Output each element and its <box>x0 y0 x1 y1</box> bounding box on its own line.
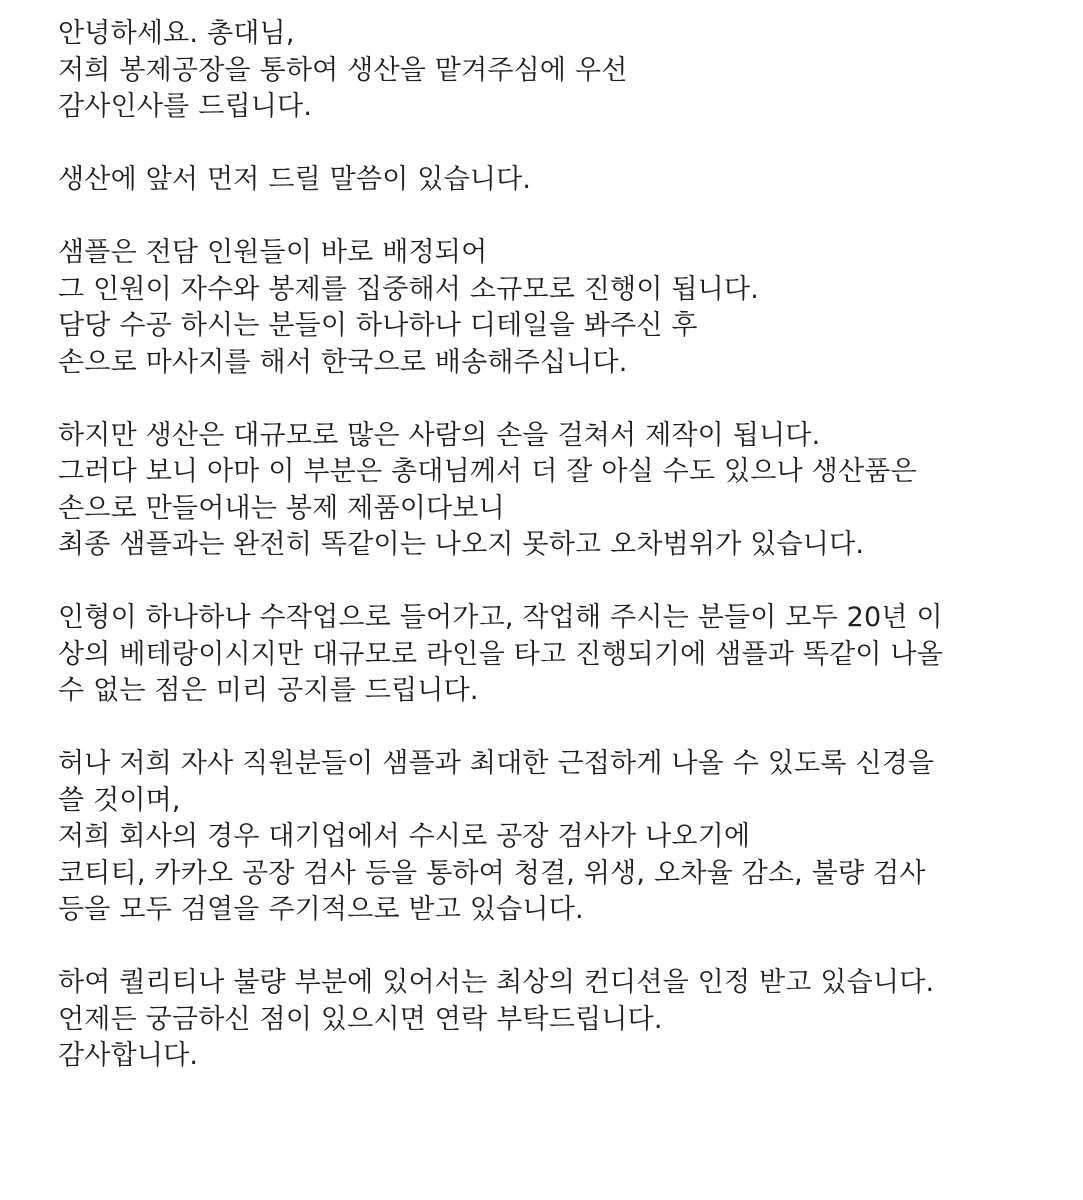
text-line: 손으로 마사지를 해서 한국으로 배송해주십니다. <box>58 346 628 378</box>
text-line: 코티티, 카카오 공장 검사 등을 통하여 청결, 위생, 오차율 감소, 불량 검사 <box>58 857 926 889</box>
paragraph-spacer <box>58 710 1063 747</box>
text-line: 생산에 앞서 먼저 드릴 말씀이 있습니다. <box>58 164 532 195</box>
text-line: 상의 베테랑이시지만 대규모로 라인을 타고 진행되기에 샘플과 똑같이 나올 <box>58 638 944 670</box>
text-line: 샘플은 전담 인원들이 바로 배정되어 <box>58 237 488 268</box>
paragraph-sample <box>58 235 1063 381</box>
text-line: 언제든 궁금하신 점이 있으시면 연락 부탁드립니다. <box>58 1003 663 1035</box>
paragraph-closing <box>58 965 1063 1075</box>
text-line: 저희 회사의 경우 대기업에서 수시로 공장 검사가 나오기에 <box>58 821 751 852</box>
paragraph-spacer <box>58 929 1063 966</box>
text-line: 허나 저희 자사 직원분들이 샘플과 최대한 근접하게 나올 수 있도록 신경을 <box>58 748 935 779</box>
text-line: 그 인원이 자수와 봉제를 집중해서 소규모로 진행이 됩니다. <box>58 273 760 305</box>
text-line: 담당 수공 하시는 분들이 하나하나 디테일을 봐주신 후 <box>58 310 698 341</box>
text-line: 하지만 생산은 대규모로 많은 사람의 손을 걸쳐서 제작이 됩니다. <box>58 419 821 451</box>
paragraph-quality-control <box>58 746 1063 929</box>
text-line: 최종 샘플과는 완전히 똑같이는 나오지 못하고 오차범위가 있습니다. <box>58 529 865 560</box>
paragraph-spacer <box>58 381 1063 418</box>
paragraph-production <box>58 418 1063 564</box>
text-line: 그러다 보니 아마 이 부분은 총대님께서 더 잘 아실 수도 있으나 생산품은 <box>58 456 917 487</box>
text-line: 감사인사를 드립니다. <box>58 91 313 122</box>
text-line: 쓸 것이며, <box>58 784 181 816</box>
text-line: 저희 봉제공장을 통하여 생산을 맡겨주심에 우선 <box>58 54 628 86</box>
text-line: 감사합니다. <box>58 1040 199 1071</box>
text-line: 손으로 만들어내는 봉제 제품이다보니 <box>58 492 505 524</box>
paragraph-handwork <box>58 600 1063 710</box>
paragraph-greeting <box>58 16 1063 126</box>
text-line: 인형이 하나하나 수작업으로 들어가고, 작업해 주시는 분들이 모두 20년 이 <box>58 602 943 633</box>
paragraph-spacer <box>58 126 1063 163</box>
text-line: 안녕하세요. 총대님, <box>58 18 295 49</box>
paragraph-spacer <box>58 199 1063 236</box>
text-line: 수 없는 점은 미리 공지를 드립니다. <box>58 675 479 706</box>
text-line: 하여 퀄리티나 불량 부분에 있어서는 최상의 컨디션을 인정 받고 있습니다. <box>58 967 935 998</box>
paragraph-spacer <box>58 564 1063 601</box>
text-line: 등을 모두 검열을 주기적으로 받고 있습니다. <box>58 894 584 925</box>
paragraph-intro <box>58 162 1063 199</box>
